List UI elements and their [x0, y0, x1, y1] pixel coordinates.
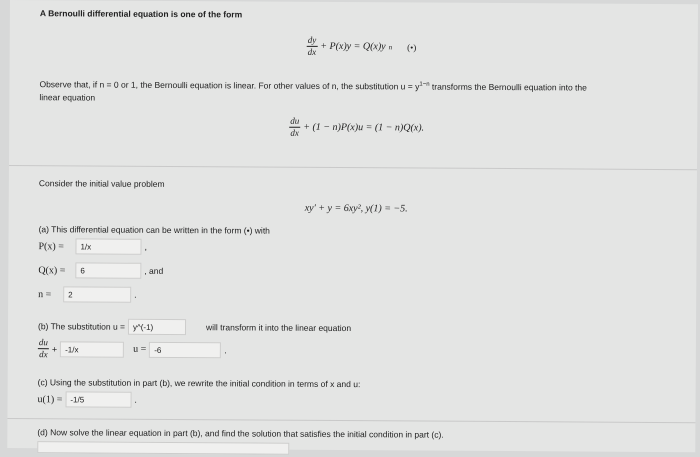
rhs-input[interactable]: -6 [149, 341, 221, 357]
q-label: Q(x) = [38, 264, 66, 276]
dy-dx-fraction: $\frac{dy}{dx}$ [307, 34, 317, 57]
n-input[interactable]: 2 [63, 286, 131, 302]
part-b-tail: will transform it into the linear equation [206, 322, 352, 334]
linear-answer-row: $\frac{du}{dx}$ + -1/x u = -6 . [38, 337, 227, 360]
substitution-input[interactable]: y^(-1) [128, 319, 186, 335]
u1-input[interactable]: -1/5 [65, 391, 131, 407]
part-a-prompt: (a) This differential equation can be written in the form (•) with [38, 224, 270, 236]
p-label: P(x) = [38, 240, 64, 252]
linear-equation [289, 117, 424, 139]
n-row: n = 2 . [38, 286, 137, 303]
q-row: Q(x) = 6 , and [38, 262, 163, 279]
eq1-exponent: n [388, 42, 393, 51]
p-input[interactable]: 1/x [75, 238, 141, 254]
bernoulli-equation [307, 36, 417, 58]
u-label: u = [133, 343, 147, 355]
part-b-prompt: (b) The substitution u = [37, 321, 126, 332]
section-divider-2 [7, 418, 695, 423]
q-input[interactable]: 6 [75, 262, 141, 278]
du-dx-answer-fraction: $\frac{du}{dx}$ [38, 337, 48, 360]
eq1-rest: + P(x)y = Q(x)y [320, 40, 386, 53]
part-d-prompt: (d) Now solve the linear equation in part (b), and find the solution that satisfies the initial condition in part (c). [37, 427, 444, 440]
coefficient-input[interactable]: -1/x [60, 341, 124, 357]
problem-label: Consider the initial value problem [38, 178, 165, 189]
eq1-tag: (•) [407, 41, 417, 52]
section-divider [9, 165, 697, 170]
observe-text: Observe that, if n = 0 or 1, the Bernoulli equation is linear. For other values of n, the substitution $u = y^{1-n}$ transforms the Bernoulli equation into the [39, 79, 587, 93]
u1-label: u(1) = [37, 393, 63, 405]
worksheet [7, 0, 698, 452]
ivp-equation: xy′ + y = 6xy², y(1) = −5. [304, 202, 408, 215]
p-row: P(x) = 1/x , [38, 238, 147, 255]
part-c-prompt: (c) Using the substitution in part (b), we rewrite the initial condition in terms of x and u: [37, 377, 361, 390]
u1-row: u(1) = -1/5 . [38, 391, 137, 408]
observe-text-line2: linear equation [39, 92, 96, 103]
part-b-row [38, 318, 351, 336]
n-label: n = [38, 288, 52, 300]
intro-heading: A Bernoulli differential equation is one of the form [39, 8, 243, 20]
du-dx-fraction: $\frac{du}{dx}$ [290, 115, 300, 138]
eq2-rest: + (1 − n)P(x)u = (1 − n)Q(x). [303, 121, 425, 134]
